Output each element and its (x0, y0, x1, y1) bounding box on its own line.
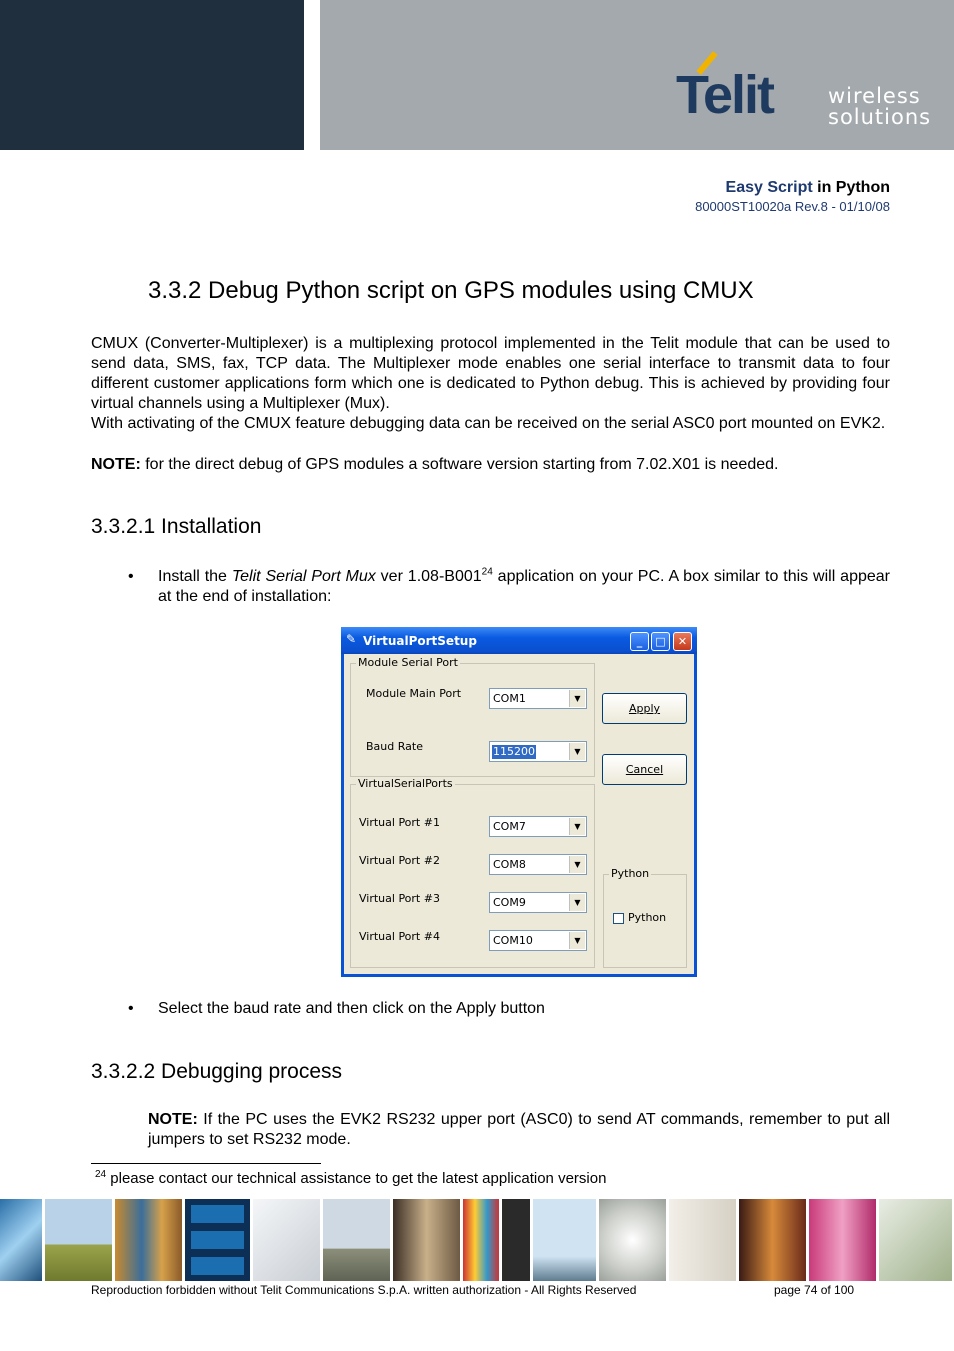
document-reference: 80000ST10020a Rev.8 - 01/10/08 (695, 199, 890, 214)
gps-note (91, 455, 890, 475)
section-title: 3.3.2 Debug Python script on GPS modules using CMUX (148, 277, 754, 304)
photo-8 (463, 1199, 499, 1281)
photo-15 (879, 1199, 952, 1281)
virtual-serial-ports-group (350, 777, 595, 968)
main-port-select[interactable] (489, 688, 587, 709)
photo-1 (0, 1199, 42, 1281)
logo-tagline (828, 86, 931, 128)
installation-heading: 3.3.2.1 Installation (91, 515, 262, 538)
module-group-label: Module Serial Port (358, 656, 458, 669)
photo-13 (739, 1199, 806, 1281)
bullet-symbol: • (128, 568, 134, 585)
main-port-label: Module Main Port (366, 687, 462, 700)
digital-clock-graphic (185, 1199, 250, 1281)
logo-tagline-line2: solutions (828, 105, 932, 129)
install-text-pre: Install the (158, 568, 232, 585)
vport-2-label: Virtual Port #2 (359, 854, 440, 867)
photo-5 (253, 1199, 320, 1281)
photo-2 (45, 1199, 112, 1281)
dialog-body (344, 654, 694, 974)
logo-word: Telit (676, 65, 773, 125)
footnote (95, 1169, 606, 1189)
rs232-note-text: If the PC uses the EVK2 RS232 upper port (ASC0) to send AT commands, remember to put all jumpers to set RS232 mode. (148, 1111, 890, 1148)
note-label: NOTE: (91, 456, 141, 473)
baud-rate-select[interactable] (489, 741, 587, 762)
photo-14 (809, 1199, 876, 1281)
note-text: for the direct debug of GPS modules a software version starting from 7.02.X01 is needed. (140, 456, 779, 473)
bullet-symbol: • (128, 1000, 134, 1017)
photo-7 (393, 1199, 460, 1281)
document-title (726, 178, 890, 198)
virtual-group-label: VirtualSerialPorts (358, 777, 453, 790)
chevron-down-icon[interactable]: ▼ (569, 932, 585, 949)
close-button[interactable]: ✕ (673, 632, 692, 651)
baud-rate-value: 115200 (493, 745, 535, 758)
chevron-down-icon[interactable]: ▼ (569, 818, 585, 835)
python-group (603, 867, 687, 968)
footnote-number: 24 (95, 1169, 107, 1180)
chevron-down-icon[interactable]: ▼ (569, 894, 585, 911)
python-checkbox-label[interactable]: Python (628, 911, 667, 924)
footer-photo-strip (0, 1199, 954, 1281)
header-dark-panel (0, 0, 304, 150)
minimize-button[interactable]: _ (630, 632, 649, 651)
app-icon: ✎ (346, 632, 357, 646)
intro-paragraph: CMUX (Converter-Multiplexer) is a multiplexing protocol implemented in the Telit module that can be used to send data, SMS, fax, TCP data. The Multiplexer mode enables one serial interface to transmit data to four different customer applications form which one is dedicated to Python debug. This is achieved by providing four virtual channels using a Multiplexer (Mux). (91, 335, 890, 412)
chevron-down-icon[interactable]: ▼ (569, 856, 585, 873)
photo-11 (599, 1199, 666, 1281)
rs232-note-label: NOTE: (148, 1111, 198, 1128)
python-group-label: Python (611, 867, 650, 880)
telit-logo (676, 50, 932, 130)
vport-4-select[interactable] (489, 930, 587, 951)
maximize-button[interactable]: □ (651, 632, 670, 651)
install-app-name: Telit Serial Port Mux (231, 568, 376, 585)
photo-4 (185, 1199, 250, 1281)
photo-3 (115, 1199, 182, 1281)
photo-10 (533, 1199, 596, 1281)
chevron-down-icon[interactable]: ▼ (569, 743, 585, 760)
footnote-text: please contact our technical assistance to get the latest application version (106, 1170, 607, 1187)
document-title-product: Easy Script (725, 179, 813, 196)
vport-3-label: Virtual Port #3 (359, 892, 440, 905)
virtual-port-setup-dialog (341, 627, 697, 977)
select-baud-text: Select the baud rate and then click on the Apply button (158, 1000, 545, 1017)
cmux-paragraph: With activating of the CMUX feature debugging data can be received on the serial ASC0 port mounted on EVK2. (91, 415, 886, 432)
photo-9 (502, 1199, 530, 1281)
footnote-ref: 24 (481, 566, 493, 578)
vport-3-select[interactable] (489, 892, 587, 913)
python-checkbox[interactable] (613, 913, 624, 924)
module-serial-port-group (350, 656, 595, 777)
vport-3-value: COM9 (493, 896, 526, 909)
photo-12 (669, 1199, 736, 1281)
dialog-titlebar (341, 627, 697, 654)
vport-1-value: COM7 (493, 820, 526, 833)
page-number: page 74 of 100 (774, 1283, 855, 1297)
install-text-post: application on your PC. A box similar to this will appear at the end of installation: (158, 568, 890, 605)
vport-4-value: COM10 (493, 934, 533, 947)
debugging-heading: 3.3.2.2 Debugging process (91, 1060, 343, 1083)
install-bullet-text (158, 567, 890, 607)
vport-4-label: Virtual Port #4 (359, 930, 440, 943)
main-port-value: COM1 (493, 692, 526, 705)
document-title-rest: in Python (812, 179, 890, 196)
vport-2-select[interactable] (489, 854, 587, 875)
cancel-button[interactable]: Cancel (602, 754, 687, 785)
apply-button[interactable]: Apply (602, 693, 687, 724)
vport-2-value: COM8 (493, 858, 526, 871)
rs232-note (148, 1110, 890, 1150)
install-version: ver 1.08-B001 (375, 568, 482, 585)
vport-1-select[interactable] (489, 816, 587, 837)
baud-rate-label: Baud Rate (366, 740, 423, 753)
photo-6 (323, 1199, 390, 1281)
copyright-notice: Reproduction forbidden without Telit Communications S.p.A. written authorization - All Rights Reserved (91, 1283, 637, 1297)
footnote-rule (91, 1163, 321, 1164)
chevron-down-icon[interactable]: ▼ (569, 690, 585, 707)
vport-1-label: Virtual Port #1 (359, 816, 440, 829)
logo-tagline-line1: wireless (828, 84, 921, 108)
dialog-title: VirtualPortSetup (363, 634, 477, 648)
